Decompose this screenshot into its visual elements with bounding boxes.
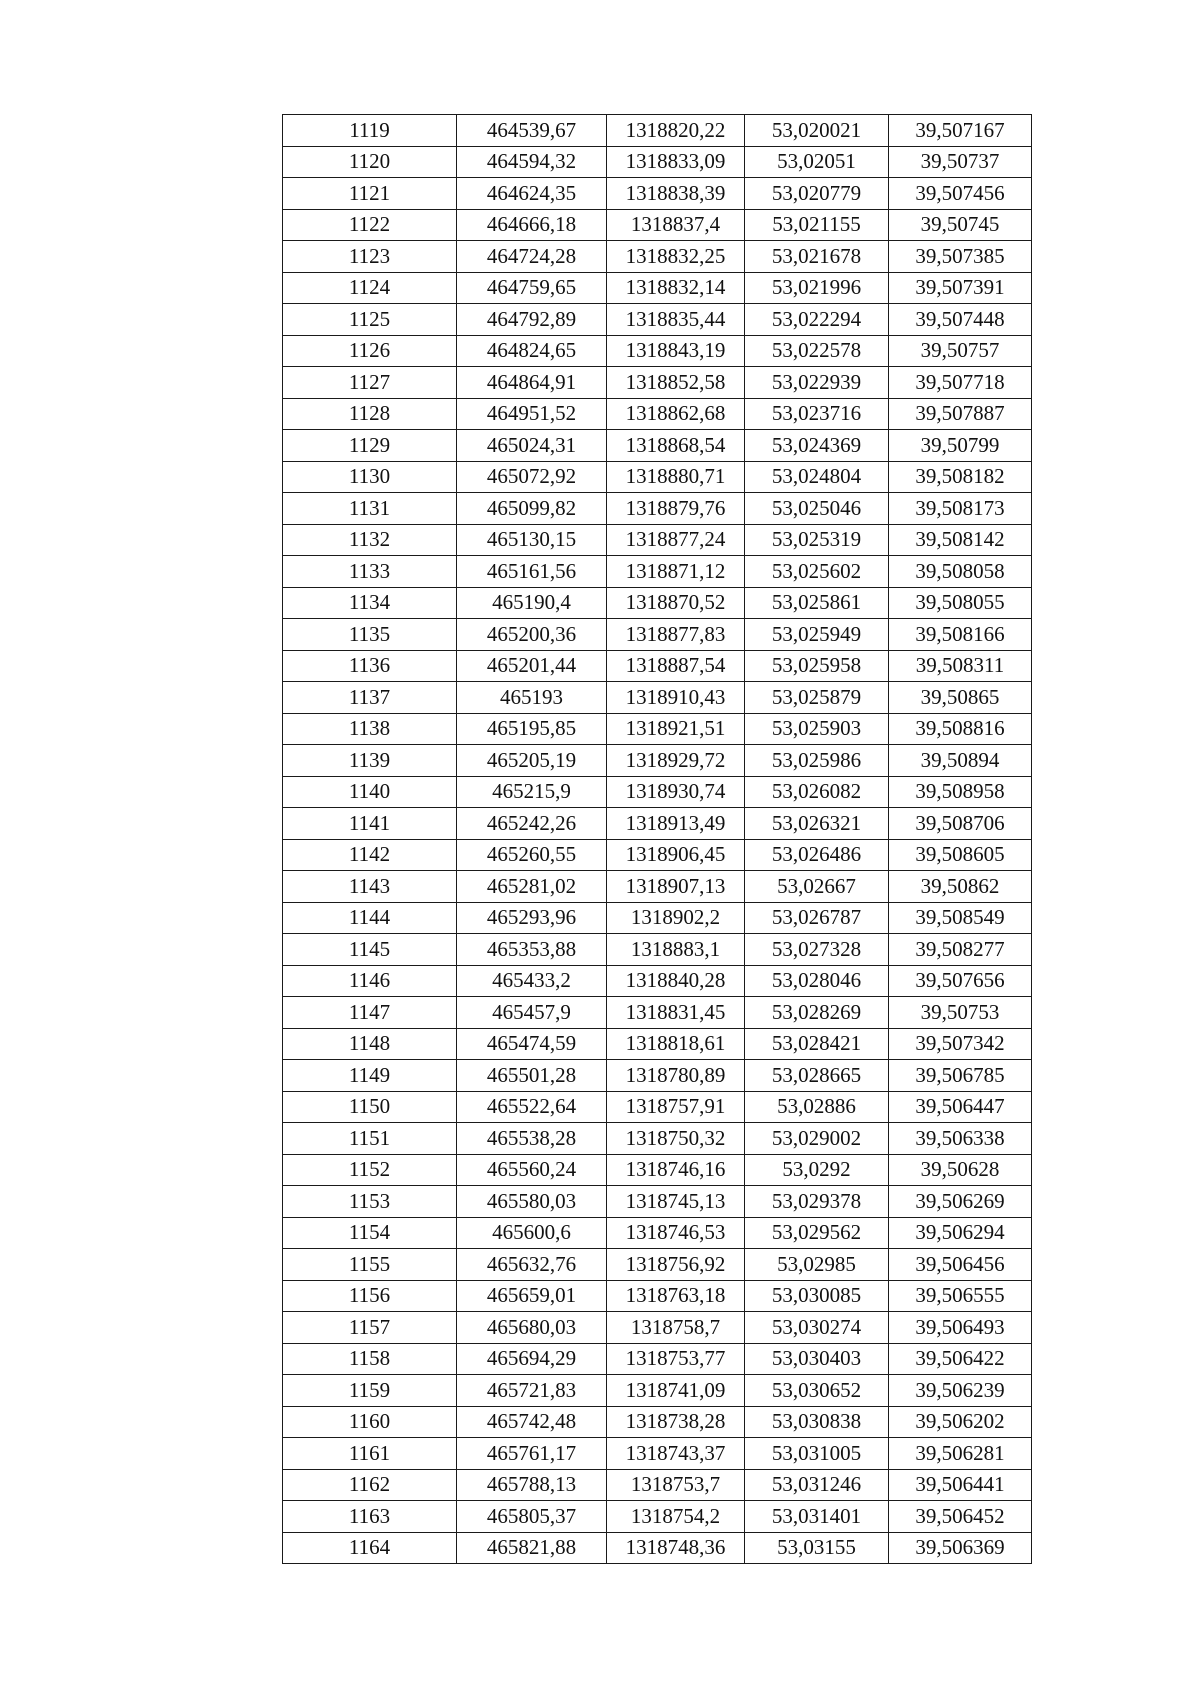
x-coordinate-cell: 465742,48	[457, 1406, 607, 1438]
table-row	[283, 1501, 1032, 1533]
table-row	[283, 745, 1032, 777]
x-coordinate-cell: 465024,31	[457, 430, 607, 462]
longitude-cell: 39,506202	[889, 1406, 1032, 1438]
x-coordinate-cell: 465215,9	[457, 776, 607, 808]
x-coordinate-cell: 465242,26	[457, 808, 607, 840]
table-row	[283, 241, 1032, 273]
point-number-cell: 1133	[283, 556, 457, 588]
latitude-cell: 53,026082	[745, 776, 889, 808]
latitude-cell: 53,02667	[745, 871, 889, 903]
x-coordinate-cell: 465201,44	[457, 650, 607, 682]
table-row	[283, 1375, 1032, 1407]
point-number-cell: 1139	[283, 745, 457, 777]
x-coordinate-cell: 465130,15	[457, 524, 607, 556]
latitude-cell: 53,025958	[745, 650, 889, 682]
table-row	[283, 398, 1032, 430]
table-row	[283, 1186, 1032, 1218]
point-number-cell: 1155	[283, 1249, 457, 1281]
latitude-cell: 53,020021	[745, 115, 889, 147]
y-coordinate-cell: 1318756,92	[607, 1249, 745, 1281]
x-coordinate-cell: 464666,18	[457, 209, 607, 241]
latitude-cell: 53,029378	[745, 1186, 889, 1218]
point-number-cell: 1160	[283, 1406, 457, 1438]
x-coordinate-cell: 465761,17	[457, 1438, 607, 1470]
table-row	[283, 619, 1032, 651]
point-number-cell: 1152	[283, 1154, 457, 1186]
latitude-cell: 53,028665	[745, 1060, 889, 1092]
table-row	[283, 934, 1032, 966]
x-coordinate-cell: 465821,88	[457, 1532, 607, 1564]
latitude-cell: 53,024804	[745, 461, 889, 493]
coordinates-table-body	[283, 115, 1032, 1564]
longitude-cell: 39,508816	[889, 713, 1032, 745]
table-row	[283, 178, 1032, 210]
x-coordinate-cell: 464539,67	[457, 115, 607, 147]
x-coordinate-cell: 465805,37	[457, 1501, 607, 1533]
y-coordinate-cell: 1318907,13	[607, 871, 745, 903]
longitude-cell: 39,508142	[889, 524, 1032, 556]
y-coordinate-cell: 1318832,25	[607, 241, 745, 273]
table-row	[283, 713, 1032, 745]
x-coordinate-cell: 465195,85	[457, 713, 607, 745]
latitude-cell: 53,022578	[745, 335, 889, 367]
table-row	[283, 367, 1032, 399]
table-row	[283, 1217, 1032, 1249]
x-coordinate-cell: 465788,13	[457, 1469, 607, 1501]
longitude-cell: 39,507391	[889, 272, 1032, 304]
latitude-cell: 53,025903	[745, 713, 889, 745]
y-coordinate-cell: 1318743,37	[607, 1438, 745, 1470]
y-coordinate-cell: 1318820,22	[607, 115, 745, 147]
longitude-cell: 39,507385	[889, 241, 1032, 273]
latitude-cell: 53,029002	[745, 1123, 889, 1155]
longitude-cell: 39,506281	[889, 1438, 1032, 1470]
longitude-cell: 39,507342	[889, 1028, 1032, 1060]
latitude-cell: 53,027328	[745, 934, 889, 966]
longitude-cell: 39,506269	[889, 1186, 1032, 1218]
point-number-cell: 1137	[283, 682, 457, 714]
point-number-cell: 1128	[283, 398, 457, 430]
latitude-cell: 53,021155	[745, 209, 889, 241]
y-coordinate-cell: 1318831,45	[607, 997, 745, 1029]
x-coordinate-cell: 465457,9	[457, 997, 607, 1029]
point-number-cell: 1147	[283, 997, 457, 1029]
latitude-cell: 53,025879	[745, 682, 889, 714]
latitude-cell: 53,030838	[745, 1406, 889, 1438]
longitude-cell: 39,506422	[889, 1343, 1032, 1375]
x-coordinate-cell: 464624,35	[457, 178, 607, 210]
x-coordinate-cell: 465632,76	[457, 1249, 607, 1281]
point-number-cell: 1151	[283, 1123, 457, 1155]
point-number-cell: 1161	[283, 1438, 457, 1470]
table-row	[283, 272, 1032, 304]
table-row	[283, 902, 1032, 934]
latitude-cell: 53,030403	[745, 1343, 889, 1375]
y-coordinate-cell: 1318883,1	[607, 934, 745, 966]
longitude-cell: 39,508958	[889, 776, 1032, 808]
latitude-cell: 53,02886	[745, 1091, 889, 1123]
table-row	[283, 493, 1032, 525]
y-coordinate-cell: 1318835,44	[607, 304, 745, 336]
x-coordinate-cell: 465680,03	[457, 1312, 607, 1344]
y-coordinate-cell: 1318870,52	[607, 587, 745, 619]
longitude-cell: 39,506294	[889, 1217, 1032, 1249]
y-coordinate-cell: 1318862,68	[607, 398, 745, 430]
table-row	[283, 871, 1032, 903]
x-coordinate-cell: 464759,65	[457, 272, 607, 304]
x-coordinate-cell: 465694,29	[457, 1343, 607, 1375]
coordinates-table	[282, 114, 1032, 1564]
latitude-cell: 53,025986	[745, 745, 889, 777]
table-row	[283, 1343, 1032, 1375]
latitude-cell: 53,025949	[745, 619, 889, 651]
table-row	[283, 1154, 1032, 1186]
longitude-cell: 39,50753	[889, 997, 1032, 1029]
y-coordinate-cell: 1318757,91	[607, 1091, 745, 1123]
x-coordinate-cell: 465433,2	[457, 965, 607, 997]
longitude-cell: 39,506555	[889, 1280, 1032, 1312]
latitude-cell: 53,024369	[745, 430, 889, 462]
point-number-cell: 1122	[283, 209, 457, 241]
point-number-cell: 1149	[283, 1060, 457, 1092]
table-row	[283, 1406, 1032, 1438]
latitude-cell: 53,023716	[745, 398, 889, 430]
latitude-cell: 53,026787	[745, 902, 889, 934]
y-coordinate-cell: 1318871,12	[607, 556, 745, 588]
x-coordinate-cell: 464951,52	[457, 398, 607, 430]
x-coordinate-cell: 465721,83	[457, 1375, 607, 1407]
y-coordinate-cell: 1318879,76	[607, 493, 745, 525]
longitude-cell: 39,507448	[889, 304, 1032, 336]
point-number-cell: 1123	[283, 241, 457, 273]
x-coordinate-cell: 465205,19	[457, 745, 607, 777]
point-number-cell: 1132	[283, 524, 457, 556]
point-number-cell: 1130	[283, 461, 457, 493]
x-coordinate-cell: 464594,32	[457, 146, 607, 178]
x-coordinate-cell: 465353,88	[457, 934, 607, 966]
latitude-cell: 53,0292	[745, 1154, 889, 1186]
y-coordinate-cell: 1318833,09	[607, 146, 745, 178]
latitude-cell: 53,030652	[745, 1375, 889, 1407]
y-coordinate-cell: 1318887,54	[607, 650, 745, 682]
y-coordinate-cell: 1318745,13	[607, 1186, 745, 1218]
y-coordinate-cell: 1318838,39	[607, 178, 745, 210]
y-coordinate-cell: 1318929,72	[607, 745, 745, 777]
longitude-cell: 39,50862	[889, 871, 1032, 903]
table-row	[283, 1123, 1032, 1155]
latitude-cell: 53,028269	[745, 997, 889, 1029]
y-coordinate-cell: 1318780,89	[607, 1060, 745, 1092]
table-row	[283, 1028, 1032, 1060]
x-coordinate-cell: 465600,6	[457, 1217, 607, 1249]
x-coordinate-cell: 465293,96	[457, 902, 607, 934]
latitude-cell: 53,030274	[745, 1312, 889, 1344]
latitude-cell: 53,026321	[745, 808, 889, 840]
table-row	[283, 1249, 1032, 1281]
point-number-cell: 1135	[283, 619, 457, 651]
x-coordinate-cell: 465200,36	[457, 619, 607, 651]
longitude-cell: 39,50628	[889, 1154, 1032, 1186]
point-number-cell: 1119	[283, 115, 457, 147]
y-coordinate-cell: 1318746,16	[607, 1154, 745, 1186]
point-number-cell: 1134	[283, 587, 457, 619]
y-coordinate-cell: 1318880,71	[607, 461, 745, 493]
point-number-cell: 1143	[283, 871, 457, 903]
latitude-cell: 53,028046	[745, 965, 889, 997]
table-row	[283, 965, 1032, 997]
point-number-cell: 1138	[283, 713, 457, 745]
x-coordinate-cell: 465260,55	[457, 839, 607, 871]
table-row	[283, 997, 1032, 1029]
point-number-cell: 1127	[283, 367, 457, 399]
x-coordinate-cell: 465474,59	[457, 1028, 607, 1060]
x-coordinate-cell: 465560,24	[457, 1154, 607, 1186]
latitude-cell: 53,031005	[745, 1438, 889, 1470]
point-number-cell: 1157	[283, 1312, 457, 1344]
y-coordinate-cell: 1318818,61	[607, 1028, 745, 1060]
longitude-cell: 39,508311	[889, 650, 1032, 682]
latitude-cell: 53,029562	[745, 1217, 889, 1249]
y-coordinate-cell: 1318921,51	[607, 713, 745, 745]
latitude-cell: 53,025602	[745, 556, 889, 588]
table-row	[283, 146, 1032, 178]
latitude-cell: 53,031401	[745, 1501, 889, 1533]
point-number-cell: 1126	[283, 335, 457, 367]
longitude-cell: 39,508605	[889, 839, 1032, 871]
table-row	[283, 1060, 1032, 1092]
latitude-cell: 53,025861	[745, 587, 889, 619]
longitude-cell: 39,506456	[889, 1249, 1032, 1281]
y-coordinate-cell: 1318753,7	[607, 1469, 745, 1501]
table-row	[283, 461, 1032, 493]
table-row	[283, 1312, 1032, 1344]
table-row	[283, 430, 1032, 462]
x-coordinate-cell: 465281,02	[457, 871, 607, 903]
point-number-cell: 1150	[283, 1091, 457, 1123]
y-coordinate-cell: 1318763,18	[607, 1280, 745, 1312]
x-coordinate-cell: 464864,91	[457, 367, 607, 399]
x-coordinate-cell: 465659,01	[457, 1280, 607, 1312]
latitude-cell: 53,020779	[745, 178, 889, 210]
longitude-cell: 39,506452	[889, 1501, 1032, 1533]
y-coordinate-cell: 1318738,28	[607, 1406, 745, 1438]
point-number-cell: 1142	[283, 839, 457, 871]
x-coordinate-cell: 464824,65	[457, 335, 607, 367]
longitude-cell: 39,507718	[889, 367, 1032, 399]
latitude-cell: 53,021996	[745, 272, 889, 304]
table-row	[283, 1469, 1032, 1501]
table-row	[283, 808, 1032, 840]
table-row	[283, 682, 1032, 714]
point-number-cell: 1156	[283, 1280, 457, 1312]
longitude-cell: 39,506447	[889, 1091, 1032, 1123]
y-coordinate-cell: 1318930,74	[607, 776, 745, 808]
latitude-cell: 53,025046	[745, 493, 889, 525]
longitude-cell: 39,50799	[889, 430, 1032, 462]
table-row	[283, 115, 1032, 147]
latitude-cell: 53,02985	[745, 1249, 889, 1281]
point-number-cell: 1146	[283, 965, 457, 997]
longitude-cell: 39,508706	[889, 808, 1032, 840]
y-coordinate-cell: 1318868,54	[607, 430, 745, 462]
y-coordinate-cell: 1318902,2	[607, 902, 745, 934]
latitude-cell: 53,022294	[745, 304, 889, 336]
longitude-cell: 39,506369	[889, 1532, 1032, 1564]
table-row	[283, 335, 1032, 367]
y-coordinate-cell: 1318748,36	[607, 1532, 745, 1564]
point-number-cell: 1159	[283, 1375, 457, 1407]
point-number-cell: 1124	[283, 272, 457, 304]
latitude-cell: 53,028421	[745, 1028, 889, 1060]
y-coordinate-cell: 1318741,09	[607, 1375, 745, 1407]
longitude-cell: 39,507887	[889, 398, 1032, 430]
y-coordinate-cell: 1318753,77	[607, 1343, 745, 1375]
y-coordinate-cell: 1318750,32	[607, 1123, 745, 1155]
y-coordinate-cell: 1318832,14	[607, 272, 745, 304]
point-number-cell: 1121	[283, 178, 457, 210]
y-coordinate-cell: 1318852,58	[607, 367, 745, 399]
table-row	[283, 1280, 1032, 1312]
point-number-cell: 1164	[283, 1532, 457, 1564]
point-number-cell: 1145	[283, 934, 457, 966]
latitude-cell: 53,02051	[745, 146, 889, 178]
table-row	[283, 556, 1032, 588]
x-coordinate-cell: 464724,28	[457, 241, 607, 273]
longitude-cell: 39,50865	[889, 682, 1032, 714]
table-row	[283, 650, 1032, 682]
y-coordinate-cell: 1318843,19	[607, 335, 745, 367]
longitude-cell: 39,507456	[889, 178, 1032, 210]
point-number-cell: 1154	[283, 1217, 457, 1249]
x-coordinate-cell: 465072,92	[457, 461, 607, 493]
y-coordinate-cell: 1318840,28	[607, 965, 745, 997]
x-coordinate-cell: 465522,64	[457, 1091, 607, 1123]
latitude-cell: 53,026486	[745, 839, 889, 871]
point-number-cell: 1153	[283, 1186, 457, 1218]
latitude-cell: 53,025319	[745, 524, 889, 556]
x-coordinate-cell: 464792,89	[457, 304, 607, 336]
point-number-cell: 1129	[283, 430, 457, 462]
longitude-cell: 39,506441	[889, 1469, 1032, 1501]
point-number-cell: 1162	[283, 1469, 457, 1501]
longitude-cell: 39,507656	[889, 965, 1032, 997]
table-row	[283, 839, 1032, 871]
point-number-cell: 1120	[283, 146, 457, 178]
y-coordinate-cell: 1318910,43	[607, 682, 745, 714]
point-number-cell: 1131	[283, 493, 457, 525]
longitude-cell: 39,508166	[889, 619, 1032, 651]
longitude-cell: 39,508549	[889, 902, 1032, 934]
longitude-cell: 39,508055	[889, 587, 1032, 619]
latitude-cell: 53,03155	[745, 1532, 889, 1564]
point-number-cell: 1136	[283, 650, 457, 682]
y-coordinate-cell: 1318906,45	[607, 839, 745, 871]
longitude-cell: 39,506785	[889, 1060, 1032, 1092]
y-coordinate-cell: 1318758,7	[607, 1312, 745, 1344]
table-row	[283, 1532, 1032, 1564]
latitude-cell: 53,030085	[745, 1280, 889, 1312]
longitude-cell: 39,508173	[889, 493, 1032, 525]
table-row	[283, 776, 1032, 808]
x-coordinate-cell: 465538,28	[457, 1123, 607, 1155]
y-coordinate-cell: 1318754,2	[607, 1501, 745, 1533]
point-number-cell: 1140	[283, 776, 457, 808]
y-coordinate-cell: 1318877,83	[607, 619, 745, 651]
table-row	[283, 209, 1032, 241]
x-coordinate-cell: 465161,56	[457, 556, 607, 588]
latitude-cell: 53,031246	[745, 1469, 889, 1501]
point-number-cell: 1163	[283, 1501, 457, 1533]
longitude-cell: 39,508182	[889, 461, 1032, 493]
table-row	[283, 524, 1032, 556]
table-row	[283, 587, 1032, 619]
y-coordinate-cell: 1318913,49	[607, 808, 745, 840]
x-coordinate-cell: 465099,82	[457, 493, 607, 525]
longitude-cell: 39,50757	[889, 335, 1032, 367]
longitude-cell: 39,506338	[889, 1123, 1032, 1155]
longitude-cell: 39,506239	[889, 1375, 1032, 1407]
longitude-cell: 39,508277	[889, 934, 1032, 966]
x-coordinate-cell: 465190,4	[457, 587, 607, 619]
latitude-cell: 53,022939	[745, 367, 889, 399]
longitude-cell: 39,50745	[889, 209, 1032, 241]
x-coordinate-cell: 465501,28	[457, 1060, 607, 1092]
latitude-cell: 53,021678	[745, 241, 889, 273]
table-row	[283, 304, 1032, 336]
point-number-cell: 1158	[283, 1343, 457, 1375]
point-number-cell: 1141	[283, 808, 457, 840]
table-row	[283, 1438, 1032, 1470]
point-number-cell: 1144	[283, 902, 457, 934]
longitude-cell: 39,50737	[889, 146, 1032, 178]
longitude-cell: 39,506493	[889, 1312, 1032, 1344]
longitude-cell: 39,508058	[889, 556, 1032, 588]
y-coordinate-cell: 1318837,4	[607, 209, 745, 241]
longitude-cell: 39,50894	[889, 745, 1032, 777]
table-row	[283, 1091, 1032, 1123]
x-coordinate-cell: 465580,03	[457, 1186, 607, 1218]
point-number-cell: 1125	[283, 304, 457, 336]
longitude-cell: 39,507167	[889, 115, 1032, 147]
point-number-cell: 1148	[283, 1028, 457, 1060]
x-coordinate-cell: 465193	[457, 682, 607, 714]
y-coordinate-cell: 1318877,24	[607, 524, 745, 556]
y-coordinate-cell: 1318746,53	[607, 1217, 745, 1249]
